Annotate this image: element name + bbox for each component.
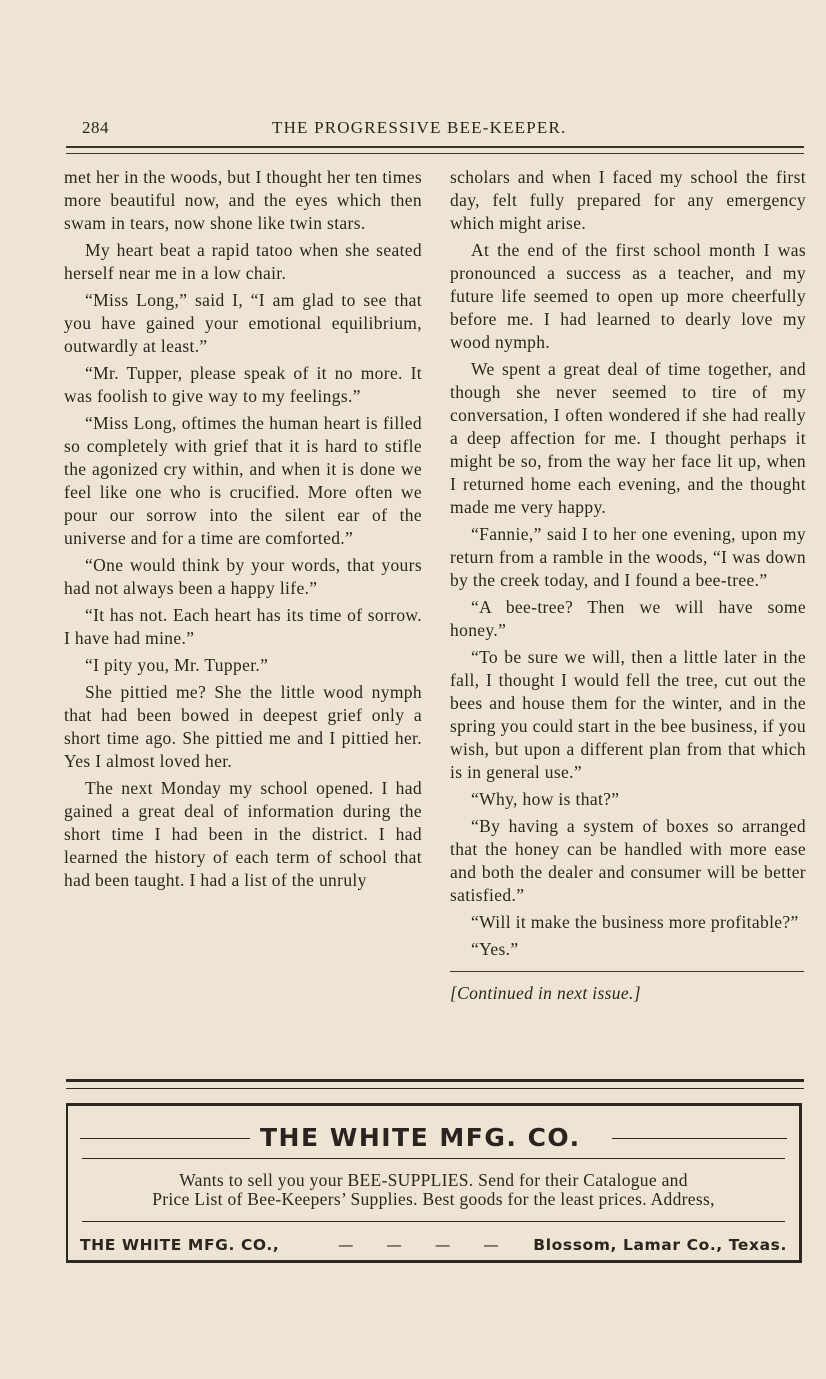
paragraph: At the end of the first school month I was pronounced a success as a teacher, and my future life seemed to open up more cheerfully before me. I had learned to dearly love my wood nymph. xyxy=(450,240,806,352)
paragraph: “Yes.” xyxy=(471,939,519,959)
paragraph: “A bee-tree? Then we will have some honey.” xyxy=(450,597,806,640)
company-address: Blossom, Lamar Co., Texas. xyxy=(533,1236,787,1254)
paragraph: scholars and when I faced my school the first day, felt fully prepared for any emergency which might arise. xyxy=(450,167,806,233)
paragraph: “By having a system of boxes so arranged that the honey can be handled with more ease and both the dealer and consumer will be better satisfied.” xyxy=(450,816,806,905)
paragraph: “Miss Long, oftimes the human heart is filled so completely with grief that it is hard to stifle the agonized cry within, and when it is done we feel like one who is crucified. More often we pour our sorrow into the silent ear of the universe and for a time are comforted.” xyxy=(64,413,422,548)
section-rule xyxy=(450,971,804,972)
paragraph: My heart beat a rapid tatoo when she seated herself near me in a low chair. xyxy=(64,240,422,283)
company-name: THE WHITE MFG. CO., xyxy=(80,1236,280,1254)
title-rule-right xyxy=(612,1138,787,1139)
paragraph: met her in the woods, but I thought her ten times more beautiful now, and the eyes which then swam in tears, now shone like twin stars. xyxy=(64,167,422,233)
title-rule-left xyxy=(80,1138,250,1139)
paragraph: “Miss Long,” said I, “I am glad to see that you have gained your emotional equilibrium, outwardly at least.” xyxy=(64,290,422,356)
paragraph: “Mr. Tupper, please speak of it no more. It was foolish to give way to my feelings.” xyxy=(64,363,422,406)
page-header xyxy=(82,118,804,140)
ad-body xyxy=(82,1171,785,1209)
paragraph: The next Monday my school opened. I had gained a great deal of information during the short time I had been in the district. I had learned the history of each term of school that had been taught. I had a list of the unruly xyxy=(64,778,422,890)
ad-body-line: Price List of Bee-Keepers’ Supplies. Best goods for the least prices. Address, xyxy=(152,1189,715,1209)
paragraph: “One would think by your words, that yours had not always been a happy life.” xyxy=(64,555,422,598)
column-footer-rule xyxy=(66,1079,804,1089)
ad-separator xyxy=(82,1158,785,1159)
left-column xyxy=(64,166,422,896)
paragraph: “It has not. Each heart has its time of sorrow. I have had mine.” xyxy=(64,605,422,648)
paragraph: “Fannie,” said I to her one evening, upon my return from a ramble in the woods, “I was down by the creek today, and I found a bee-tree.” xyxy=(450,524,806,590)
paragraph: We spent a great deal of time together, and though she never seemed to tire of my conversation, I often wondered if she had really a deep affection for me. I thought perhaps it might be so, from the way her face lit up, when I returned home each evening, and the thought made me very happy. xyxy=(450,359,806,517)
page-number: 284 xyxy=(82,118,109,137)
running-title: THE PROGRESSIVE BEE-KEEPER. xyxy=(272,118,567,137)
ad-body-line: Wants to sell you your BEE-SUPPLIES. Send for their Catalogue and xyxy=(179,1170,688,1190)
paragraph: “Why, how is that?” xyxy=(471,789,620,809)
ad-title: THE WHITE MFG. CO. xyxy=(260,1123,581,1152)
paragraph: “To be sure we will, then a little later in the fall, I thought I would fell the tree, cut out the bees and house them for the winter, and in the spring you could start in the bee business, if you wish, but upon a different plan from that which is in general use.” xyxy=(450,647,806,782)
advertisement-box xyxy=(66,1103,802,1263)
ad-separator xyxy=(82,1221,785,1222)
paragraph: “Will it make the business more profitable?” xyxy=(471,912,799,932)
paragraph: “I pity you, Mr. Tupper.” xyxy=(85,655,269,675)
header-rule xyxy=(66,146,804,154)
right-column xyxy=(450,166,806,1009)
dash-leader: — — — — xyxy=(338,1236,513,1254)
ad-title-row xyxy=(80,1123,787,1153)
ad-footer xyxy=(80,1236,787,1258)
paragraph: She pittied me? She the little wood nymph that had been bowed in deepest grief only a short time ago. She pittied me and I pittied her. Yes I almost loved her. xyxy=(64,682,422,771)
continued-note: [Continued in next issue.] xyxy=(450,983,641,1003)
